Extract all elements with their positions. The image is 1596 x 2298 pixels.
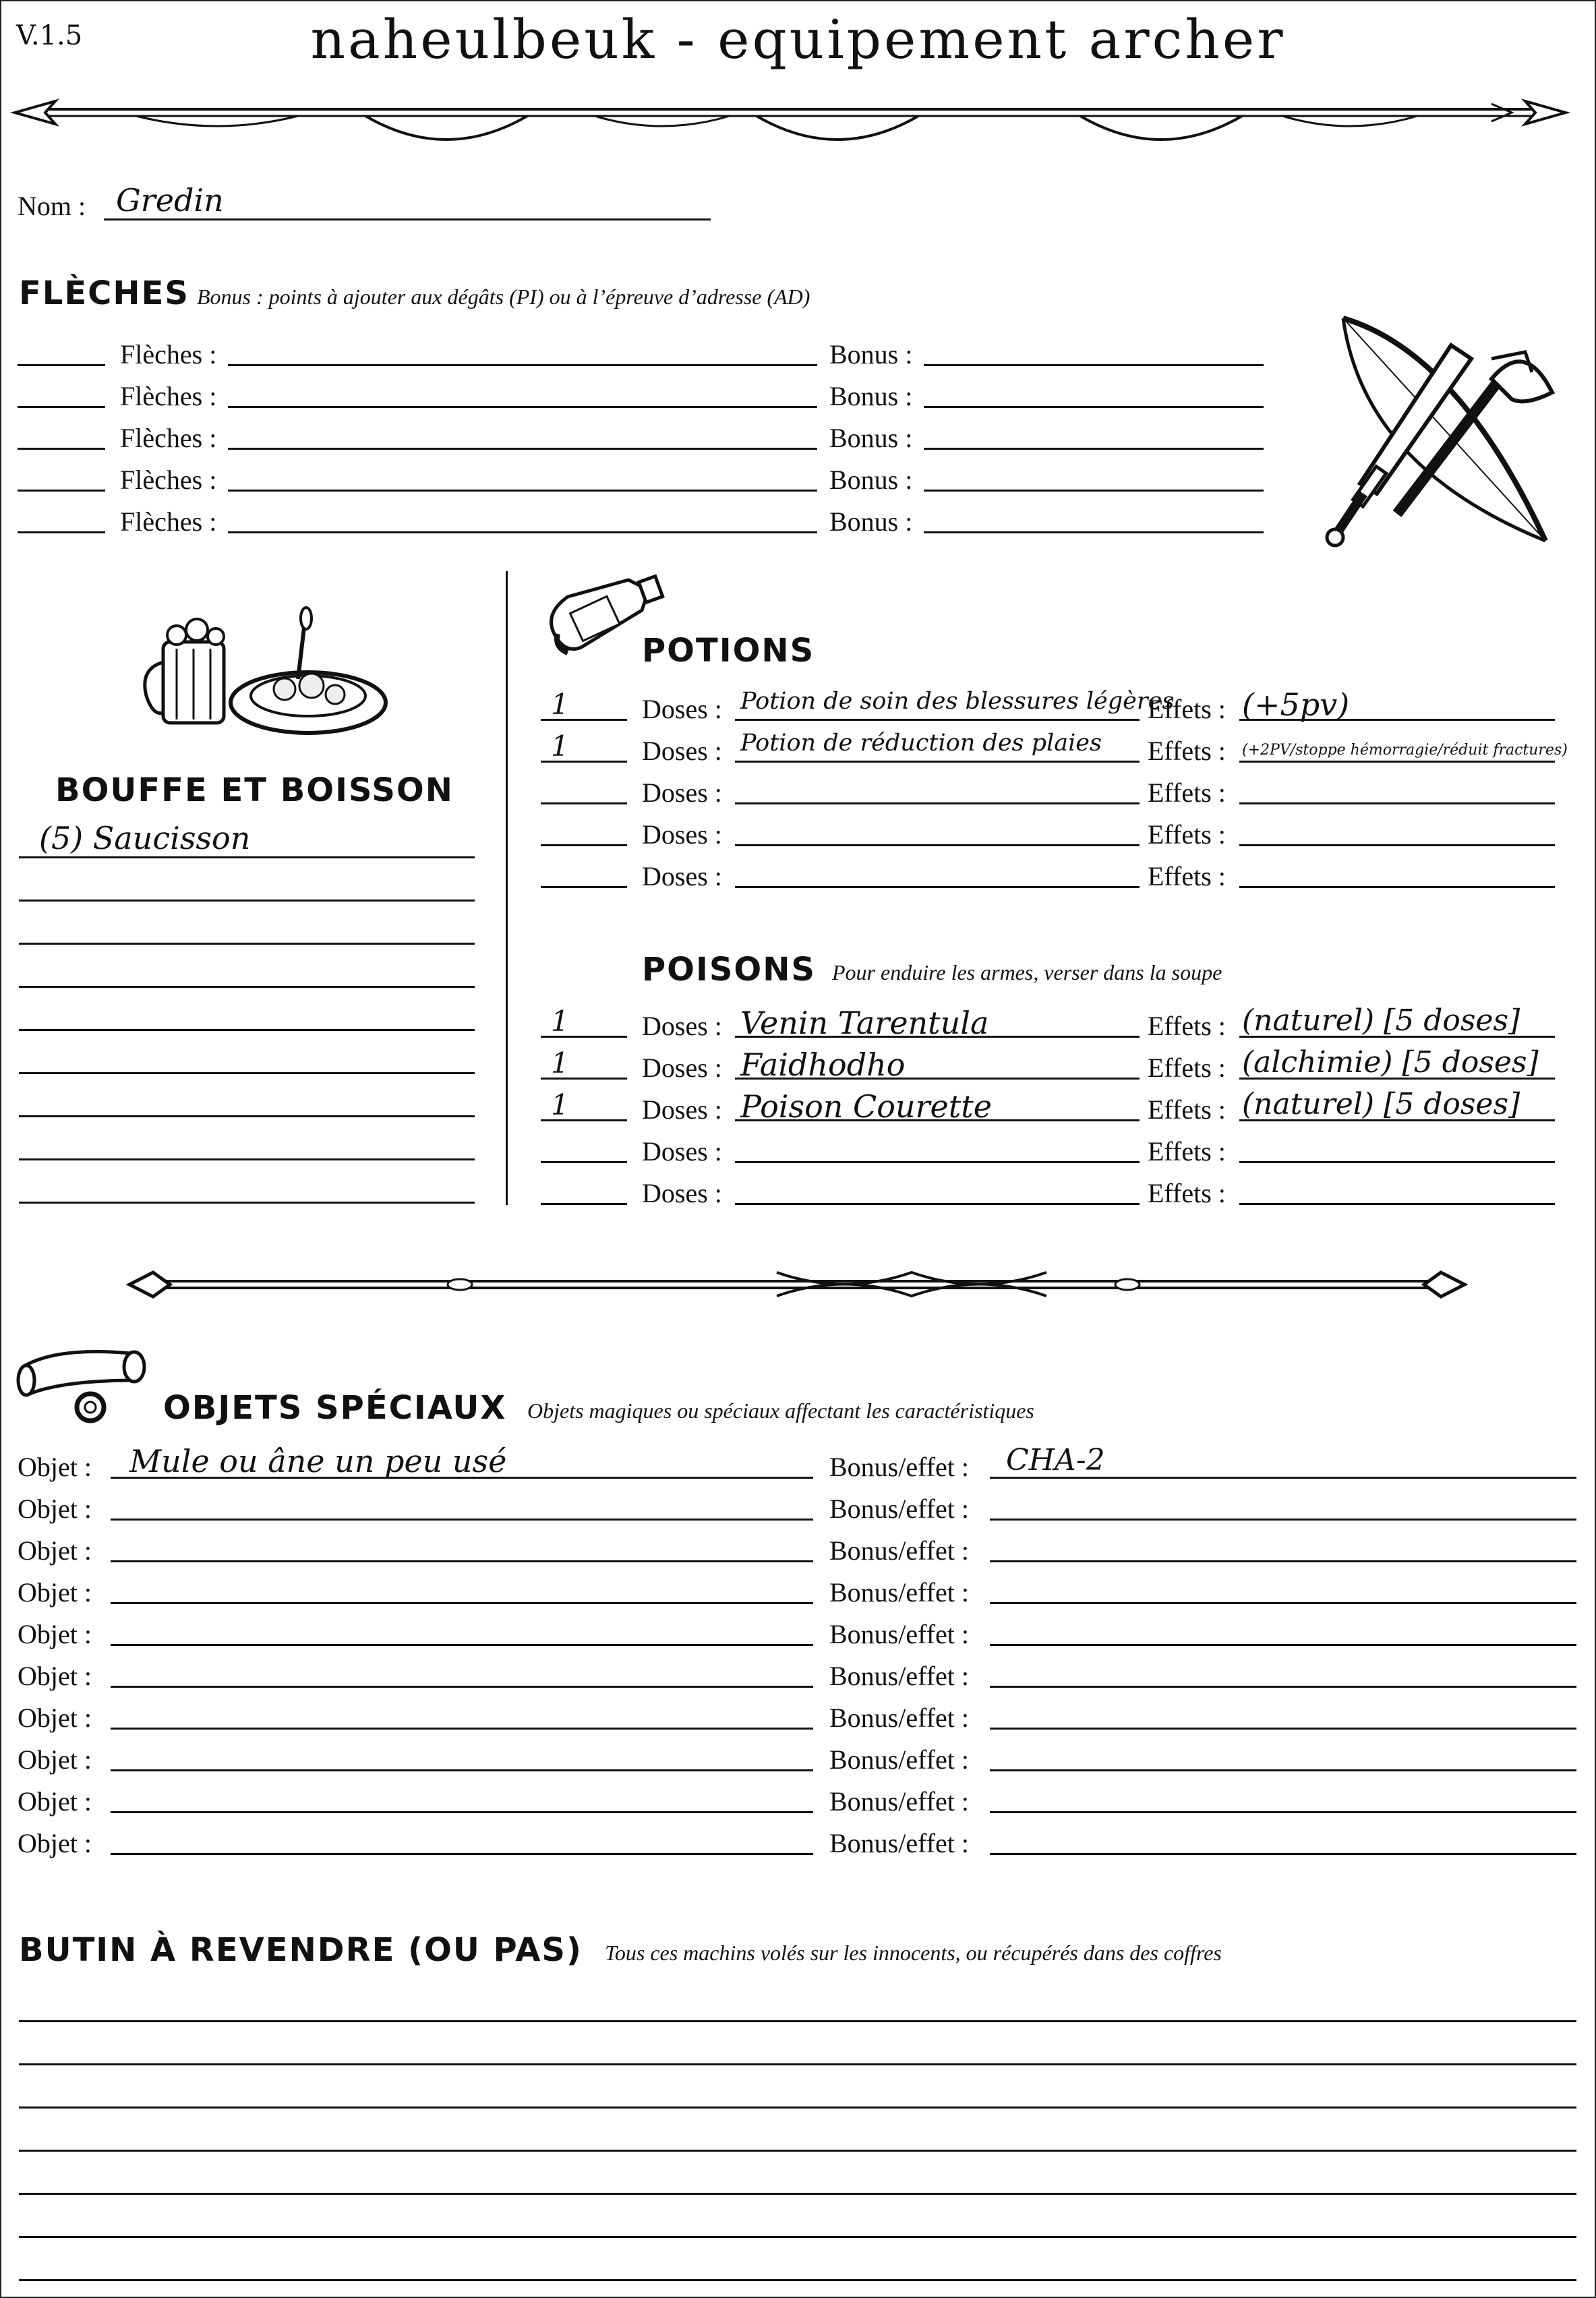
bouffe-heading: BOUFFE ET BOISSON xyxy=(55,771,454,809)
objet-label: Objet : xyxy=(18,1452,92,1482)
objet-bonus-label: Bonus/effet : xyxy=(829,1786,970,1817)
poisons-name[interactable]: Venin Tarentula xyxy=(740,1005,989,1041)
fleches-label: Flèches : xyxy=(120,506,217,537)
potions-name-line[interactable] xyxy=(735,844,1140,846)
fleches-label: Flèches : xyxy=(120,339,217,370)
bouffe-line[interactable] xyxy=(19,1158,475,1160)
poisons-doses-label: Doses : xyxy=(642,1136,722,1167)
bouffe-line[interactable] xyxy=(19,1072,475,1074)
butin-subtitle: Tous ces machins volés sur les innocents, ou récupérés dans des coffres xyxy=(605,1941,1222,1965)
potions-effect[interactable]: (+2PV/stoppe hémorragie/réduit fractures) xyxy=(1242,742,1568,759)
potions-name[interactable]: Potion de soin des blessures légères xyxy=(740,688,1175,715)
potions-effect-line[interactable] xyxy=(1239,761,1555,763)
potions-doses-label: Doses : xyxy=(642,694,722,724)
objet-bonus-label: Bonus/effet : xyxy=(829,1828,970,1858)
poisons-name-line[interactable] xyxy=(735,1161,1140,1163)
poisons-doses-label: Doses : xyxy=(642,1178,722,1208)
poisons-effect-line[interactable] xyxy=(1239,1203,1555,1205)
objet-bonus-line[interactable] xyxy=(990,1728,1576,1730)
objet-bonus-label: Bonus/effet : xyxy=(829,1494,970,1524)
objet-name-line[interactable] xyxy=(111,1686,813,1688)
fleches-bonus-line[interactable] xyxy=(924,448,1264,450)
bouffe-line[interactable] xyxy=(19,856,475,858)
potions-effets-label: Effets : xyxy=(1148,694,1226,724)
fleches-bonus-line[interactable] xyxy=(924,406,1264,408)
bouffe-line[interactable] xyxy=(19,943,475,945)
objet-label: Objet : xyxy=(18,1619,92,1649)
butin-line[interactable] xyxy=(19,2236,1576,2238)
poisons-name-line[interactable] xyxy=(735,1203,1140,1205)
fleches-bonus-line[interactable] xyxy=(924,490,1264,492)
potions-effets-label: Effets : xyxy=(1148,861,1226,891)
fleches-label: Flèches : xyxy=(120,465,217,495)
poisons-name[interactable]: Faidhodho xyxy=(740,1047,906,1083)
fleches-qty-line[interactable] xyxy=(18,531,105,533)
objet-name[interactable]: Mule ou âne un peu usé xyxy=(129,1443,507,1479)
objet-label: Objet : xyxy=(18,1703,92,1733)
fleches-qty-line[interactable] xyxy=(18,448,105,450)
version-label: V.1.5 xyxy=(16,20,83,51)
potions-doses-label: Doses : xyxy=(642,736,722,766)
poisons-doses-label: Doses : xyxy=(642,1094,722,1125)
poisons-doses-label: Doses : xyxy=(642,1053,722,1083)
butin-heading: BUTIN À REVENDRE (OU PAS) xyxy=(19,1931,583,1969)
objet-name-line[interactable] xyxy=(111,1853,813,1855)
poisons-effect[interactable]: (alchimie) [5 doses] xyxy=(1242,1045,1539,1080)
poisons-effect-line[interactable] xyxy=(1239,1161,1555,1163)
objet-label: Objet : xyxy=(18,1494,92,1524)
bouffe-line[interactable] xyxy=(19,900,475,902)
butin-line[interactable] xyxy=(19,2020,1576,2022)
potions-qty-line[interactable] xyxy=(541,844,627,846)
scroll-ring-icon xyxy=(16,1340,158,1427)
potions-qty-line[interactable] xyxy=(541,886,627,888)
objet-name-line[interactable] xyxy=(111,1644,813,1646)
fleches-bonus-line[interactable] xyxy=(924,364,1264,366)
objet-label: Objet : xyxy=(18,1535,92,1566)
bouffe-line[interactable] xyxy=(19,1029,475,1031)
objet-label: Objet : xyxy=(18,1786,92,1817)
fleches-label: Flèches : xyxy=(120,381,217,411)
arrow-divider-icon xyxy=(15,89,1566,150)
poisons-qty[interactable]: 1 xyxy=(551,1005,569,1038)
potions-effets-label: Effets : xyxy=(1148,819,1226,850)
objet-name-line[interactable] xyxy=(111,1811,813,1813)
poisons-subtitle: Pour enduire les armes, verser dans la soupe xyxy=(832,960,1222,984)
fleches-type-line[interactable] xyxy=(228,364,817,366)
objet-name-line[interactable] xyxy=(111,1728,813,1730)
staff-divider-icon xyxy=(129,1256,1465,1309)
objet-bonus-label: Bonus/effet : xyxy=(829,1661,970,1691)
page-title: naheulbeuk - equipement archer xyxy=(310,8,1286,71)
fleches-subtitle: Bonus : points à ajouter aux dégâts (PI) ou à l’épreuve d’adresse (AD) xyxy=(197,285,810,309)
potions-effets-label: Effets : xyxy=(1148,777,1226,808)
fleches-bonus-label: Bonus : xyxy=(829,381,913,411)
bouffe-line[interactable] xyxy=(19,986,475,988)
objets-subtitle: Objets magiques ou spéciaux affectant les caractéristiques xyxy=(527,1398,1034,1423)
fleches-label: Flèches : xyxy=(120,423,217,453)
objet-bonus-label: Bonus/effet : xyxy=(829,1703,970,1733)
poisons-doses-label: Doses : xyxy=(642,1011,722,1041)
objet-name-line[interactable] xyxy=(111,1560,813,1562)
potions-heading: POTIONS xyxy=(642,632,815,670)
potions-doses-label: Doses : xyxy=(642,819,722,850)
objet-name-line[interactable] xyxy=(111,1519,813,1521)
poisons-name[interactable]: Poison Courette xyxy=(740,1088,992,1125)
objet-bonus-line[interactable] xyxy=(990,1560,1576,1562)
poisons-effets-label: Effets : xyxy=(1148,1094,1226,1125)
objet-bonus-line[interactable] xyxy=(990,1686,1576,1688)
name-underline xyxy=(104,218,711,220)
objet-name-line[interactable] xyxy=(111,1769,813,1771)
potions-effect-line[interactable] xyxy=(1239,844,1555,846)
poisons-effets-label: Effets : xyxy=(1148,1011,1226,1041)
potions-name[interactable]: Potion de réduction des plaies xyxy=(740,730,1102,757)
poisons-effets-label: Effets : xyxy=(1148,1053,1226,1083)
objet-bonus[interactable]: CHA-2 xyxy=(1006,1443,1105,1477)
butin-line[interactable] xyxy=(19,2063,1576,2065)
objet-bonus-label: Bonus/effet : xyxy=(829,1452,970,1482)
fleches-type-line[interactable] xyxy=(228,531,817,533)
column-divider xyxy=(506,571,508,1205)
poisons-effets-label: Effets : xyxy=(1148,1136,1226,1167)
objet-bonus-label: Bonus/effet : xyxy=(829,1744,970,1775)
objet-bonus-line[interactable] xyxy=(990,1853,1576,1855)
objet-bonus-label: Bonus/effet : xyxy=(829,1619,970,1649)
poisons-qty[interactable]: 1 xyxy=(551,1047,569,1080)
bouffe-line[interactable] xyxy=(19,1115,475,1117)
fleches-qty-line[interactable] xyxy=(18,364,105,366)
poisons-effect[interactable]: (naturel) [5 doses] xyxy=(1242,1003,1520,1038)
bouffe-item[interactable]: (5) Saucisson xyxy=(39,820,251,856)
name-field[interactable]: Gredin xyxy=(116,182,224,218)
fleches-heading: FLÈCHES xyxy=(19,274,189,312)
objet-bonus-line[interactable] xyxy=(990,1602,1576,1604)
food-drink-icon xyxy=(136,601,392,736)
objet-bonus-label: Bonus/effet : xyxy=(829,1535,970,1566)
potions-qty[interactable]: 1 xyxy=(551,730,569,763)
potions-effets-label: Effets : xyxy=(1148,736,1226,766)
bouffe-line[interactable] xyxy=(19,1202,475,1204)
potions-name-line[interactable] xyxy=(735,761,1140,763)
potions-effect[interactable]: (+5pv) xyxy=(1242,686,1350,723)
fleches-bonus-label: Bonus : xyxy=(829,339,913,370)
fleches-bonus-label: Bonus : xyxy=(829,423,913,453)
objet-bonus-line[interactable] xyxy=(990,1644,1576,1646)
objet-name-line[interactable] xyxy=(111,1602,813,1604)
poisons-qty[interactable]: 1 xyxy=(551,1088,569,1121)
objet-bonus-line[interactable] xyxy=(990,1769,1576,1771)
poisons-effect[interactable]: (naturel) [5 doses] xyxy=(1242,1087,1520,1121)
poisons-heading: POISONS xyxy=(642,951,816,989)
potions-qty-line[interactable] xyxy=(541,802,627,804)
crossed-weapons-icon xyxy=(1323,312,1566,554)
objets-heading: OBJETS SPÉCIAUX xyxy=(163,1389,507,1427)
poisons-qty-line[interactable] xyxy=(541,1203,627,1205)
butin-line[interactable] xyxy=(19,2150,1576,2152)
objet-label: Objet : xyxy=(18,1661,92,1691)
fleches-type-line[interactable] xyxy=(228,406,817,408)
objet-label: Objet : xyxy=(18,1828,92,1858)
potions-qty[interactable]: 1 xyxy=(551,688,569,721)
objet-bonus-line[interactable] xyxy=(990,1519,1576,1521)
butin-line[interactable] xyxy=(19,2279,1576,2281)
objet-bonus-label: Bonus/effet : xyxy=(829,1577,970,1608)
butin-line[interactable] xyxy=(19,2193,1576,2195)
objet-label: Objet : xyxy=(18,1577,92,1608)
potions-effect-line[interactable] xyxy=(1239,886,1555,888)
fleches-bonus-label: Bonus : xyxy=(829,506,913,537)
poisons-qty-line[interactable] xyxy=(541,1161,627,1163)
butin-line[interactable] xyxy=(19,2106,1576,2109)
objet-bonus-line[interactable] xyxy=(990,1811,1576,1813)
potions-name-line[interactable] xyxy=(735,886,1140,888)
potions-name-line[interactable] xyxy=(735,719,1140,721)
fleches-type-line[interactable] xyxy=(228,490,817,492)
potions-name-line[interactable] xyxy=(735,802,1140,804)
potions-doses-label: Doses : xyxy=(642,861,722,891)
name-label: Nom : xyxy=(18,191,86,221)
poisons-effets-label: Effets : xyxy=(1148,1178,1226,1208)
fleches-type-line[interactable] xyxy=(228,448,817,450)
objet-label: Objet : xyxy=(18,1744,92,1775)
fleches-qty-line[interactable] xyxy=(18,406,105,408)
fleches-bonus-label: Bonus : xyxy=(829,465,913,495)
potions-effect-line[interactable] xyxy=(1239,802,1555,804)
fleches-qty-line[interactable] xyxy=(18,490,105,492)
fleches-bonus-line[interactable] xyxy=(924,531,1264,533)
potions-doses-label: Doses : xyxy=(642,777,722,808)
